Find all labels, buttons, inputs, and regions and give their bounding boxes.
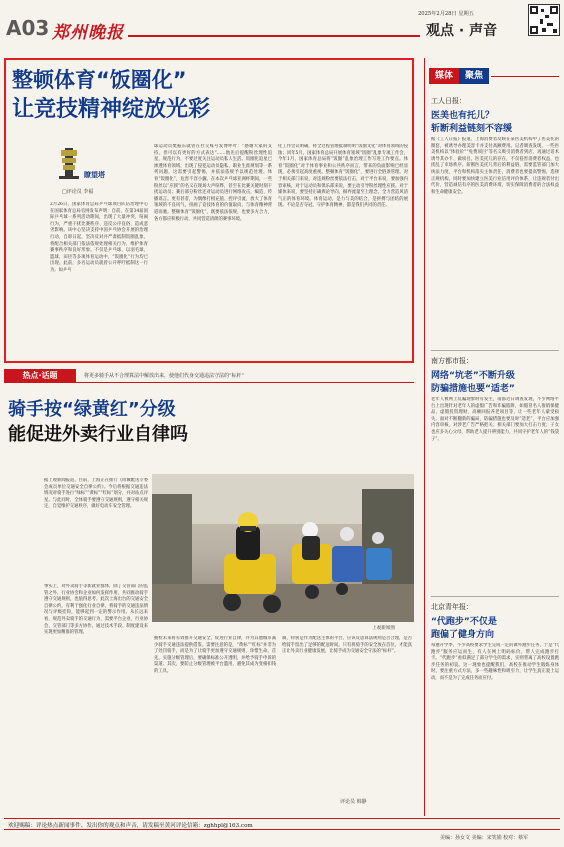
news-text-col3: 制，特别是作为配送主体的平台，应该反思算法规则是否合理，是否给骑手留出了足够的配送时间。只有将骑手的安全放在首位，才能真正让外卖行业健康发展，让骑手成为交通安全守法的“标杆”。 (282, 636, 412, 655)
news-intro: 据上观新闻报道，目前，上海正在推行《同城配送专委会成员单位交通安全自律公约》。今后将根据交通违法情况对骑手进行“绿标”“黄标”“红标”划分，并对站点评星。与此同时，全体骑手要遵守交通规则，遵守相关规定，自觉维护交通秩序，做好电动车安全管理。 (44, 478, 148, 510)
paper-name: 郑州晚报 (52, 23, 124, 43)
sidebar-head-rule (491, 76, 559, 77)
date-line: 2025年2月28日 星期五 (418, 11, 474, 17)
item-title-2: 斩断利益链刻不容缓 (431, 124, 513, 134)
sidebar-item (431, 356, 559, 592)
item-title-1: 网络“坑老”不断升级 (431, 371, 515, 381)
item-body: 据《工人日报》报道，上海消费者反映在某医美机构中了医美托的圈套，被诱导办理美容卡并支付高额费用。记者调查发现，一些医美机构以“体验价”“免费项目”等名义吸引消费者到店，再通过话术诱导其办卡、做项目。医美托儿的存在，不仅侵害消费者权益，也扰乱了市场秩序。斩断医美托儿背后的利益链，需要监管部门加大执法力度，平台和机构落实主体责任，消费者也要提高警惕，选择正规机构。同时要加快建立医美行业信用评价体系，让违规者付出代价，营造诚信有序的医美消费环境，切实保障消费者的合法权益和生命健康安全。 (431, 137, 559, 195)
news-headline-1: 骑手按“绿黄红”分级 (8, 399, 176, 420)
news-headline-2: 能促进外卖行业自律吗 (8, 424, 188, 445)
lead-headline-1: 整顿体育“饭圈化” (12, 68, 187, 92)
news-text-col2: 抽检未来将有效推升交通安全，促进行业自律，并为其他城市减少骑手交通违法提供借鉴。需要注意的是，“黄标”“红标”并非为了处罚骑手，而是为了让骑手更加遵守交通规则，珍惜生命。首先，实施分级管理后，要确保标准公开透明，并给予骑手申诉的渠道；其次，要防止分级管理被平台滥用，避免其成为变相扣钱的工具。 (154, 636, 276, 674)
sidebar-header (429, 68, 559, 84)
item-source: 北京青年报： (431, 603, 473, 611)
sidebar (424, 58, 562, 816)
item-title-2: 防骗措施也要“适老” (431, 384, 515, 394)
topic-tag: 热点·话题 (4, 369, 76, 383)
topic-note: 将更多骑手从不合理算法中解放出来，使他们代身交通违法守法的“标杆” (84, 373, 245, 379)
item-body: 老年人被网上坑骗现象时有发生，南都近日调查发现，不少网络平台上出现针对老年人的虚假广告和诈骗陷阱，如假冒名人推销保健品、虚假投资理财、高额回报养老项目等，让一些老年人蒙受损失。面对不断翻新的骗局，防骗措施也要及时“适老”，平台应加强内容审核，对涉老广告严格把关；相关部门要加大打击力度；子女也应多关心父母，帮助老人提升辨别能力，共同守护老年人的“钱袋子”。 (431, 397, 559, 442)
lead-text-col3: 化工作会议明确，将全过程管理抵制明明“饭圈文化”对体育领域的侵蚀；同年5月，国家体育总局开展体育领域“饭圈”乱象专项工作会，今年1月，国家体育总局将“饭圈”乱象治理工作写进工作要点。体育“饭圈化”对于体育事业和公共秩序而言，带来的负面影响已经显现，必须引起高度重视。整顿体育“饭圈化”，要进行全链条管理。对于相关部门来说，对违规粉丝要依法打击，对于平台来说，要加强内容审核，对于运动员和俱乐部来说，要主动引导粉丝理性应援。对于媒体来说，要坚持正确舆论导向，摒弃流量至上理念，全力营造风清气正的体育环境。体育运动，是力与美的结合，是拼搏与团结的展现。不论是否夺冠，守护体育精神，都是我们共同的责任。 (278, 144, 408, 209)
sidebar-item (431, 602, 559, 812)
qr-code-icon (528, 4, 560, 36)
item-body: 每逢开学季，不少高校要求学生完成一定的课外跑步任务，于是“代跑步”服务应运而生，有人在网上明码标价，帮人完成跑步打卡。“代跑步”看似满足了部分学生的需求，实则背离了高校设置跑步任务的初衷。这一现象也提醒我们，高校在推动学生锻炼身体时，要注重方式方法，多一些趣味性和吸引力，让学生真正爱上运动，而不是为了完成任务而应付。 (431, 643, 559, 681)
sidebar-divider (431, 596, 559, 597)
lead-byline: □评论员 李福 (62, 189, 94, 195)
sidebar-head-1: 媒体 (429, 68, 459, 84)
item-title-1: 医美也有托儿？ (431, 111, 495, 121)
news-photo (152, 474, 414, 622)
column-name: 瞭望塔 (84, 171, 105, 179)
item-source: 工人日报： (431, 97, 466, 105)
sidebar-divider (431, 350, 559, 351)
item-title-2: 跑偏了健身方向 (431, 630, 495, 640)
news-text-col1: 事实上，对外卖骑手等新就业群体，除了交管部门的监管之外，行业协会和企业如何发挥作用、共同推动骑手遵守交通规则，也值得思考。此次上海出台的交通安全自律公约，有利于强化行业自律，将骑手的交通违法情况与评级挂钩，能够起到一定的警示作用。从长远来看，规范外卖骑手的交通行为，需要平台企业、行业协会、交管部门等多方协作，通过技术手段、制度建设来实现更加精准的管理。 (44, 584, 148, 636)
footer-contact-text: 欢迎赐稿：评论热点新闻事件、发出你的观点和声音，请发稿至黄河评论信箱：zghhpl@163.com (8, 823, 253, 829)
sidebar-item (431, 96, 559, 346)
footer-editors: 美编：孙女文 美编：宋笑娟 校对：蔡军 (440, 835, 529, 841)
lead-headline-2: 让竞技精神绽放光彩 (12, 97, 211, 122)
footer-contact (4, 818, 560, 830)
page-header (0, 0, 564, 44)
sidebar-head-2: 聚焦 (459, 68, 489, 84)
column-logo (54, 144, 84, 180)
section-title: 观点 · 声音 (426, 23, 498, 39)
lead-text-col2: 球运动员樊振东就曾在社交账号发博呼吁：“感谢大家的支持，但可以有更好的方式表达”……他先后提醒粉丝理性追星、规范行为，不要过度关注运动员私人生活。饭圈化追星已渗透体育领域，出现了侵犯运动员隐私、职业生涯规划等一系列问题，这需要引起警惕，并依法依规予以规范处理。体育“饭圈化”，危害不容小觑。在本次乒乓球亚洲杯期间，一些粉丝以“应援”的名义在现场大声喧哗，甚至在比赛关键时刻干扰运动员；赛后部分粉丝还对运动员进行网络攻击，编造、传播谣言。更有甚者，为偶像打榜充值、控评引流，放大了体育领域的不良风气，扭曲了竞技体育的价值取向，与体育精神背道而驰。整顿体育“饭圈化”，既要依法依规，也要多方合力，各方都应积极行动，共同营造清朗的赛事环境。 (154, 144, 272, 222)
item-source: 南方都市报： (431, 357, 473, 365)
header-rule (128, 35, 420, 37)
photo-caption: 上观新闻图 (372, 626, 395, 631)
lead-text-col1: 2月26日，国家体育总局乒乓球项目队伍治理中心在国家体育总局官网发布声明：自前，在第34届国际乒乓球一系列活动期间，出现了大量冲突、喧闹行为，严重干扰比赛秩序、违反公序良俗、造成恶劣影响。该中心坚决支持中国乒乓协会开展的治理行动，自即日起，坚决反对并严肃抵制饭圈乱象，将配合相关部门依法依规处理相关行为，维护体育赛事秩序和良好形象。不仅是乒乓球，以羽毛球、篮球、田径等多项体育运动中，“饭圈化”行为均已出现。此前，多名运动员就曾公开呼吁抵制这一行为。如乒乓 (50, 202, 148, 273)
topic-strip (4, 369, 414, 383)
news-byline: 评论员 韩静 (340, 799, 367, 805)
item-title-1: “代跑步”不仅是 (431, 617, 497, 627)
lead-article (4, 58, 414, 363)
page-number: A03 (6, 16, 50, 40)
